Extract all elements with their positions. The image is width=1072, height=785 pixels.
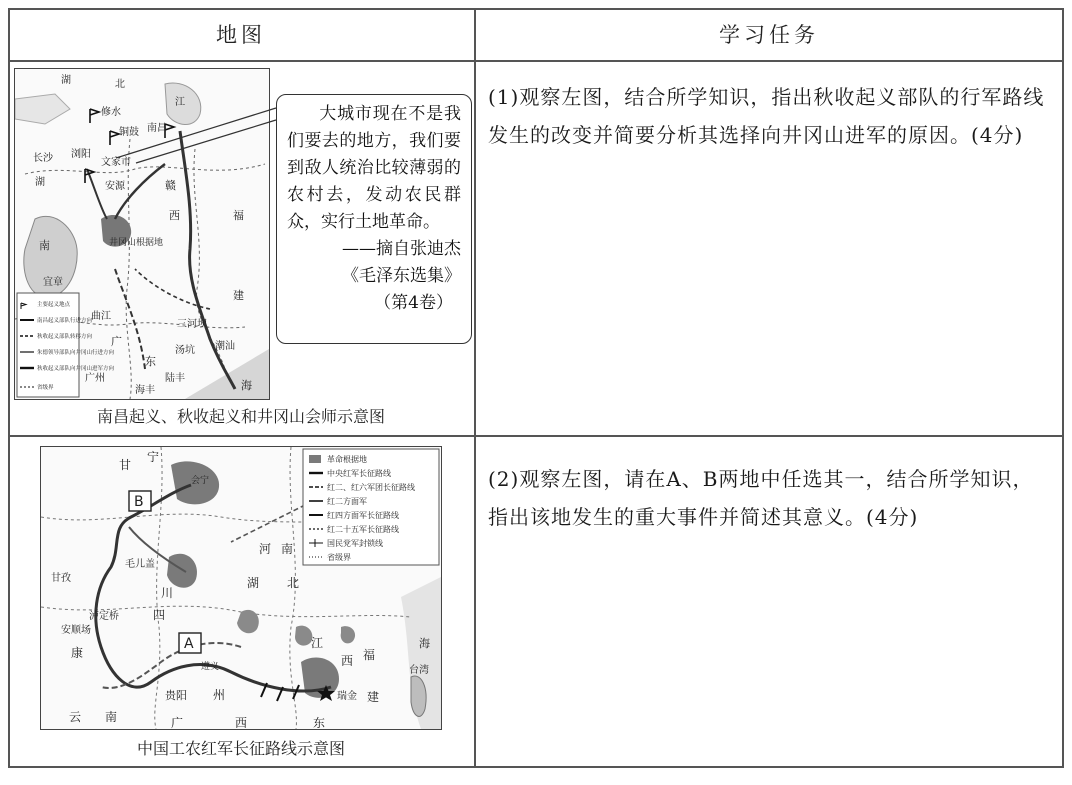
- task-1: (1)观察左图，结合所学知识，指出秋收起义部队的行军路线发生的改变并简要分析其选择向井冈山进军的原因。(4分): [488, 85, 1045, 147]
- task-2: (2)观察左图，请在A、B两地中任选其一，结合所学知识，指出该地发生的重大事件并简述其意义。(4分): [488, 467, 1034, 529]
- map-label: 江: [175, 97, 185, 108]
- map-label: 北: [115, 79, 125, 90]
- legend-item: 红二、红六军团长征路线: [327, 483, 415, 492]
- table-border-row: [8, 435, 1064, 437]
- marker-b: B: [134, 494, 144, 510]
- map-label: 福: [233, 209, 244, 222]
- map-label: 南: [39, 239, 50, 252]
- map-label: 宁: [147, 450, 160, 464]
- map-caption-1: 南昌起义、秋收起义和井冈山会师示意图: [96, 407, 385, 426]
- legend-item: 省级界: [37, 385, 54, 391]
- map-label: 湖: [247, 576, 260, 590]
- map-label: 会宁: [191, 476, 210, 486]
- map-label: 河: [259, 542, 272, 556]
- map-label: 海: [241, 379, 252, 392]
- map-label: 川: [161, 586, 174, 600]
- map-label: 陆丰: [165, 373, 185, 384]
- map-label: 东: [145, 355, 156, 368]
- map-label: 文家市: [101, 157, 131, 168]
- map-label: 湖: [35, 177, 45, 188]
- map-caption-2: 中国工农红军长征路线示意图: [136, 739, 345, 758]
- map-label: 宜章: [43, 277, 63, 288]
- map-label: 瑞金: [337, 691, 357, 702]
- map-label: 广: [111, 335, 122, 348]
- map-label: 贵阳: [165, 689, 187, 702]
- map-label: 建: [367, 690, 380, 704]
- map-label: 湖: [61, 75, 71, 86]
- legend-item: 主要起义地点: [37, 302, 71, 308]
- map-label: 潮汕: [215, 341, 235, 352]
- map-label: 西: [169, 209, 180, 222]
- quote-text: 大城市现在不是我们要去的地方，我们要到敌人统治比较薄弱的农村去，发动农民群众，实行土地革命。: [287, 104, 461, 232]
- map-label: 甘: [119, 458, 132, 472]
- map-label: 汤坑: [175, 345, 195, 356]
- map-label: 广: [171, 716, 184, 729]
- map-label: 海丰: [135, 385, 155, 396]
- map-label: 南: [105, 710, 118, 724]
- map-label: 东: [313, 716, 326, 729]
- legend-item: 革命根据地: [327, 455, 367, 464]
- table-border-bottom: [8, 766, 1064, 768]
- header-map: 地图: [216, 23, 266, 47]
- map-label: 赣: [165, 179, 176, 192]
- map-label: 西: [341, 654, 354, 668]
- legend-item: 红四方面军长征路线: [327, 511, 399, 520]
- legend-item: 国民党军封锁线: [327, 539, 383, 548]
- header-task: 学习任务: [719, 23, 819, 47]
- map-label: 浏阳: [71, 149, 91, 160]
- map-label: 江: [311, 636, 324, 650]
- table-border-right: [1062, 8, 1064, 768]
- map-label: 泸定桥: [89, 611, 119, 622]
- map-label: 南: [281, 542, 294, 556]
- legend-item: 红二方面军: [327, 497, 367, 506]
- map-label: 长沙: [33, 153, 53, 164]
- map-label: 修水: [101, 107, 121, 118]
- marker-a: A: [184, 636, 194, 652]
- map-label: 福: [363, 648, 376, 662]
- map-label: 井冈山根据地: [109, 238, 164, 248]
- map-label: 州: [213, 688, 226, 702]
- quote-box: [276, 94, 472, 344]
- map-label: 安源: [105, 181, 125, 192]
- map-label: 康: [71, 646, 84, 660]
- map-label: 台湾: [409, 665, 429, 676]
- map-label: 铜鼓: [119, 127, 139, 138]
- legend-item: 红二十五军长征路线: [327, 525, 399, 534]
- question-table: [8, 8, 1064, 768]
- legend-item: 中央红军长征路线: [327, 469, 391, 478]
- map-label: 遵义: [201, 662, 220, 672]
- map-label: 安顺场: [61, 625, 91, 636]
- long-march-map: [40, 446, 442, 730]
- legend-item: 秋收起义部队转移方向: [37, 334, 93, 340]
- map-label: 四: [153, 608, 166, 622]
- map-label: 南昌: [147, 123, 167, 134]
- legend-item: 秋收起义部队向井冈山进军方向: [37, 366, 115, 372]
- quote-book: 《毛泽东选集》: [342, 266, 461, 286]
- map-label: 曲江: [91, 311, 111, 322]
- legend-item: 南昌起义部队行进方向: [37, 318, 93, 324]
- map-label: 西: [235, 716, 248, 729]
- map-label: 海: [419, 637, 430, 650]
- map-label: 三河坝: [177, 319, 207, 330]
- map-label: 甘孜: [51, 573, 71, 584]
- quote-source: ——摘自张迪杰: [342, 239, 461, 259]
- legend-item: 朱德领导部队向井冈山行进方向: [37, 350, 115, 356]
- map-label: 建: [233, 289, 244, 302]
- map-label: 毛儿盖: [125, 559, 155, 570]
- legend-item: 省级界: [327, 553, 351, 562]
- map-label: 北: [287, 576, 300, 590]
- map-label: 广州: [85, 373, 105, 384]
- quote-volume: （第4卷）: [374, 293, 453, 313]
- map-label: 云: [69, 710, 82, 724]
